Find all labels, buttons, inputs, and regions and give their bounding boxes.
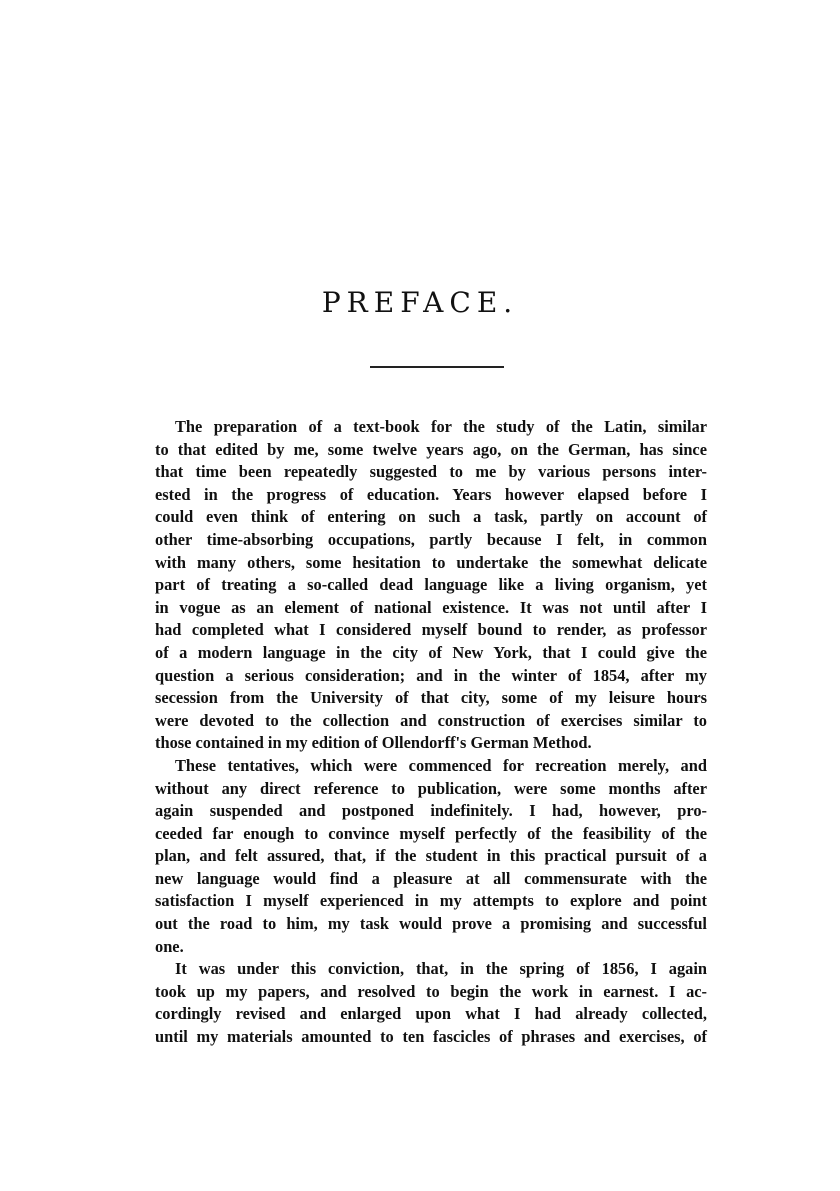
- text-line: cordingly revised and enlarged upon what I had already collected,: [155, 1004, 707, 1024]
- text-line: question a serious consideration; and in the winter of 1854, after my: [155, 665, 707, 685]
- text-line: part of treating a so-called dead language like a living organism, yet: [155, 575, 707, 595]
- text-line: took up my papers, and resolved to begin the work in earnest. I ac-: [155, 981, 707, 1001]
- paragraph-3: [155, 958, 707, 1048]
- text-line: one.: [155, 936, 184, 956]
- text-line: in vogue as an element of national existence. It was not until after I: [155, 597, 707, 617]
- text-line: those contained in my edition of Ollendorff's German Method.: [155, 733, 592, 753]
- text-line: were devoted to the collection and construction of exercises similar to: [155, 710, 707, 730]
- text-line: with many others, some hesitation to undertake the somewhat delicate: [155, 552, 707, 572]
- text-line: other time-absorbing occupations, partly because I felt, in common: [155, 529, 707, 549]
- text-line: without any direct reference to publication, were some months after: [155, 778, 707, 798]
- page-title: PREFACE.: [321, 286, 519, 319]
- text-line: satisfaction I myself experienced in my attempts to explore and point: [155, 891, 707, 911]
- text-line: could even think of entering on such a task, partly on account of: [155, 507, 707, 527]
- text-line: ested in the progress of education. Years however elapsed before I: [155, 484, 707, 504]
- preface-body: [155, 416, 707, 1049]
- paragraph-2: [155, 755, 707, 958]
- text-line: These tentatives, which were commenced for recreation merely, and: [175, 755, 707, 775]
- paragraph-1: [155, 416, 707, 755]
- text-line: secession from the University of that city, some of my leisure hours: [155, 688, 707, 708]
- text-line: out the road to him, my task would prove a promising and successful: [155, 914, 707, 934]
- text-line: had completed what I considered myself bound to render, as professor: [155, 620, 707, 640]
- text-line: The preparation of a text-book for the study of the Latin, similar: [175, 417, 707, 436]
- text-line: of a modern language in the city of New York, that I could give the: [155, 642, 707, 662]
- title-divider: [370, 366, 504, 368]
- text-line: new language would find a pleasure at all commensurate with the: [155, 868, 707, 888]
- text-line: plan, and felt assured, that, if the student in this practical pursuit of a: [155, 846, 707, 866]
- text-line: It was under this conviction, that, in the spring of 1856, I again: [175, 959, 707, 979]
- text-line: ceeded far enough to convince myself perfectly of the feasibility of the: [155, 823, 707, 843]
- text-line: again suspended and postponed indefinitely. I had, however, pro-: [155, 801, 707, 821]
- text-line: that time been repeatedly suggested to me by various persons inter-: [155, 462, 707, 482]
- text-line: to that edited by me, some twelve years ago, on the German, has since: [155, 439, 707, 459]
- text-line: until my materials amounted to ten fascicles of phrases and exercises, of: [155, 1027, 707, 1047]
